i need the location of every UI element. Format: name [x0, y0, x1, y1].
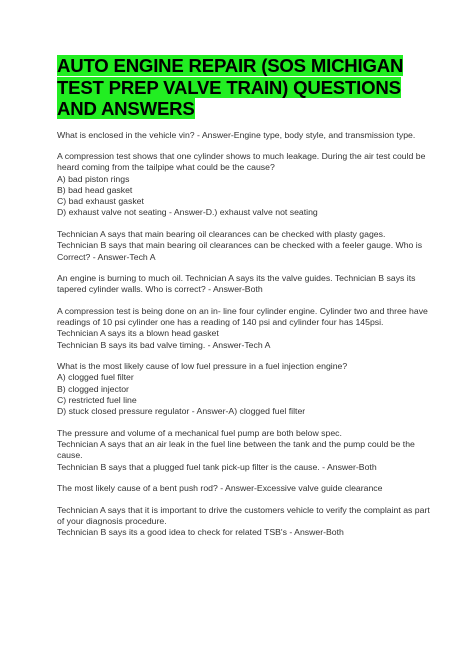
- qa-line: Technician B says that main bearing oil clearances can be checked with a feeler gauge. Who is Correct? - Answer-Tech A: [57, 240, 423, 262]
- qa-block-6: [57, 361, 432, 417]
- qa-line: C) bad exhaust gasket: [57, 196, 144, 207]
- qa-block-9: [57, 505, 432, 539]
- qa-line: An engine is burning to much oil. Technician A says its the valve guides. Technician B says its tapered cylinder walls. Who is correct? - Answer-Both: [57, 273, 416, 295]
- qa-line: What is enclosed in the vehicle vin? - Answer-Engine type, body style, and transmission type.: [57, 129, 416, 140]
- qa-block-5: [57, 306, 432, 351]
- qa-line: What is the most likely cause of low fuel pressure in a fuel injection engine?: [57, 361, 348, 372]
- qa-line: The most likely cause of a bent push rod? - Answer-Excessive valve guide clearance: [57, 483, 383, 494]
- qa-line: A compression test shows that one cylinder shows to much leakage. During the air test could be heard coming from the tailpipe what could be the cause?: [57, 150, 426, 173]
- qa-line: Technician B says its a good idea to check for related TSB's - Answer-Both: [57, 527, 344, 538]
- qa-line: Technician B says that a plugged fuel tank pick-up filter is the cause. - Answer-Both: [57, 461, 377, 472]
- qa-line: A) clogged fuel filter: [57, 372, 134, 383]
- qa-line: B) clogged injector: [57, 383, 129, 394]
- qa-line: B) bad head gasket: [57, 184, 133, 195]
- qa-line: Technician A says that main bearing oil clearances can be checked with plasty gages.: [57, 228, 386, 239]
- qa-line: D) exhaust valve not seating - Answer-D.) exhaust valve not seating: [57, 207, 318, 218]
- qa-line: A) bad piston rings: [57, 173, 130, 184]
- document-content: [57, 55, 432, 549]
- document-title: [57, 55, 432, 120]
- document-title-text: AUTO ENGINE REPAIR (SOS MICHIGAN TEST PREP VALVE TRAIN) QUESTIONS AND ANSWERS: [57, 55, 404, 119]
- qa-line: C) restricted fuel line: [57, 395, 137, 406]
- qa-block-2: [57, 151, 432, 219]
- qa-line: D) stuck closed pressure regulator - Answer-A) clogged fuel filter: [57, 406, 306, 417]
- qa-block-8: [57, 483, 432, 494]
- qa-line: Technician B says its bad valve timing. - Answer-Tech A: [57, 339, 271, 350]
- qa-line: A compression test is being done on an in- line four cylinder engine. Cylinder two and three have readings of 10 psi cylinder one has a reading of 140 psi and cylinder four has 145psi.: [57, 305, 428, 328]
- qa-line: Technician A says that an air leak in the fuel line between the tank and the pump could be the cause.: [57, 439, 415, 461]
- qa-line: The pressure and volume of a mechanical fuel pump are both below spec.: [57, 427, 342, 438]
- qa-block-4: [57, 273, 432, 296]
- qa-block-1: [57, 130, 432, 141]
- qa-block-3: [57, 229, 432, 263]
- qa-line: Technician A says its a blown head gasket: [57, 328, 219, 339]
- qa-line: Technician A says that it is important to drive the customers vehicle to verify the complaint as part of your diagnosis procedure.: [57, 504, 430, 527]
- qa-block-7: [57, 428, 432, 473]
